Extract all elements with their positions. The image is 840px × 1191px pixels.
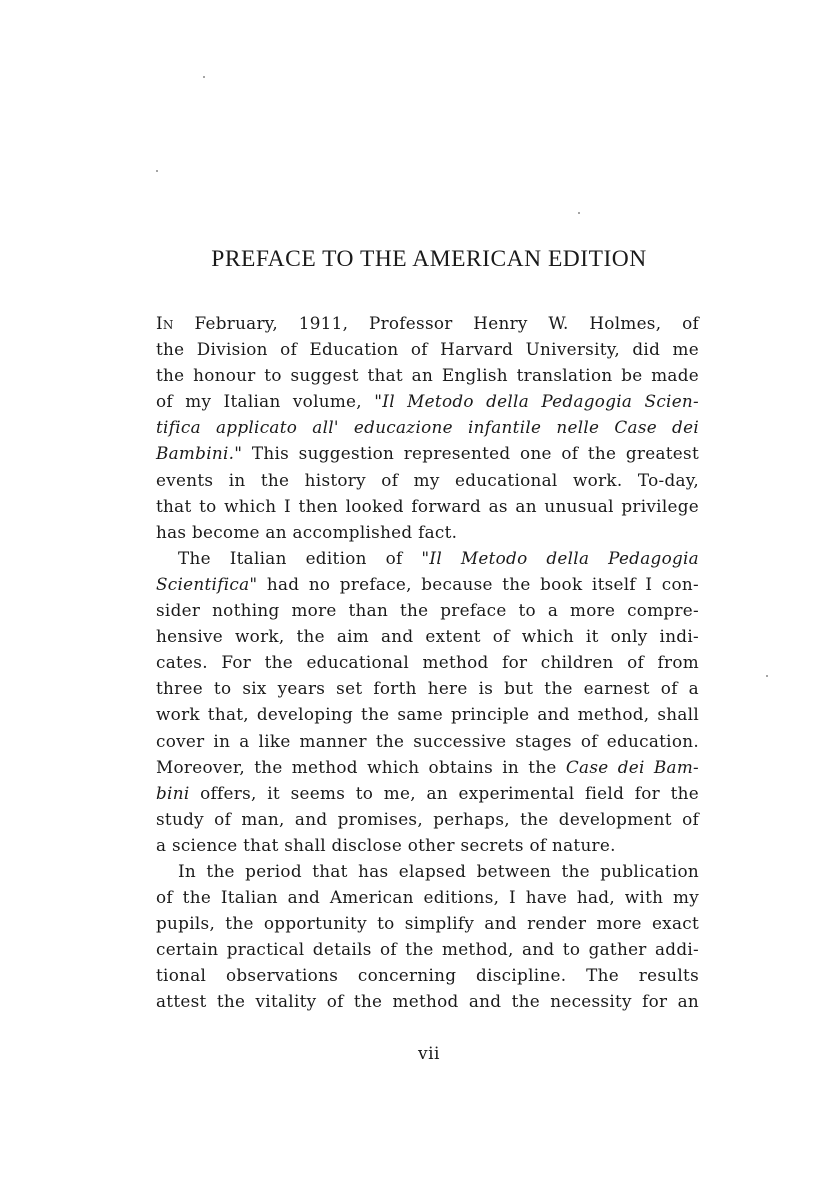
text-line <box>156 597 699 623</box>
text-run: certain practical details of the method, and to gather addi- <box>156 939 699 960</box>
scan-speck <box>578 212 580 214</box>
text-line <box>156 310 699 336</box>
italic-text: tifica applicato all' educazione infantile nelle Case dei <box>156 417 699 438</box>
text-run: had no preface, because the book itself I con- <box>257 573 699 594</box>
text-line <box>156 467 699 493</box>
text-run: of my Italian volume, <box>156 391 375 412</box>
text-line <box>156 440 699 466</box>
page-number: vii <box>418 1044 440 1064</box>
text-run: attest the vitality of the method and the necessity for an <box>156 991 699 1012</box>
text-line <box>156 414 699 440</box>
italic-text: Case dei Bam- <box>565 756 699 777</box>
text-run: February, 1911, Professor Henry W. Holmes, of <box>173 313 699 333</box>
italic-text: Scientifica" <box>156 573 258 594</box>
italic-text: "Il Metodo della Pedagogia Scien- <box>374 391 699 412</box>
text-run: offers, it seems to me, an experimental field for the <box>189 782 699 803</box>
text-line <box>156 884 699 910</box>
text-line <box>156 362 699 388</box>
page-title: PREFACE TO THE AMERICAN EDITION <box>211 246 647 272</box>
text-run: The Italian edition of <box>178 547 422 568</box>
small-caps-text: In <box>156 313 174 333</box>
scan-speck <box>156 170 158 172</box>
text-line <box>156 832 699 858</box>
text-line <box>156 571 699 597</box>
text-run: that to which I then looked forward as an unusual privilege <box>156 495 699 516</box>
text-run: has become an accomplished fact. <box>156 521 458 542</box>
italic-text: "Il Metodo della Pedagogia <box>421 547 699 568</box>
text-run: Moreover, the method which obtains in the <box>156 756 566 777</box>
text-line <box>156 388 699 414</box>
text-line <box>156 545 699 571</box>
text-run: In the period that has elapsed between the publication <box>178 860 699 881</box>
text-line <box>156 754 699 780</box>
text-run: pupils, the opportunity to simplify and render more exact <box>156 913 699 934</box>
text-run: of the Italian and American editions, I have had, with my <box>156 887 699 908</box>
scan-speck <box>203 76 205 78</box>
text-line <box>156 519 699 545</box>
text-line <box>156 806 699 832</box>
text-run: study of man, and promises, perhaps, the development of <box>156 808 699 829</box>
scan-speck <box>766 675 768 677</box>
text-run: tional observations concerning discipline. The results <box>156 965 699 986</box>
text-line <box>156 623 699 649</box>
preface-body-text <box>156 310 699 1015</box>
text-run: three to six years set forth here is but the earnest of a <box>156 678 699 699</box>
text-line <box>156 858 699 884</box>
italic-text: bini <box>156 782 190 803</box>
text-line <box>156 936 699 962</box>
text-line <box>156 962 699 988</box>
text-line <box>156 910 699 936</box>
text-run: a science that shall disclose other secrets of nature. <box>156 834 616 855</box>
text-run: hensive work, the aim and extent of which it only indi- <box>156 626 699 647</box>
text-run: events in the history of my educational work. To-day, <box>156 469 699 490</box>
text-run: the honour to suggest that an English translation be made <box>156 365 699 386</box>
text-run: the Division of Education of Harvard University, did me <box>156 339 699 360</box>
text-run: sider nothing more than the preface to a more compre- <box>156 600 699 621</box>
text-run: cates. For the educational method for children of from <box>156 652 699 673</box>
text-line <box>156 728 699 754</box>
text-run: This suggestion represented one of the greatest <box>242 443 699 464</box>
text-line <box>156 649 699 675</box>
text-run: cover in a like manner the successive stages of education. <box>156 730 699 751</box>
text-line <box>156 493 699 519</box>
text-line <box>156 701 699 727</box>
text-line <box>156 780 699 806</box>
italic-text: Bambini." <box>156 443 243 464</box>
text-line <box>156 336 699 362</box>
text-line <box>156 988 699 1014</box>
text-run: work that, developing the same principle and method, shall <box>156 704 699 725</box>
text-line <box>156 675 699 701</box>
